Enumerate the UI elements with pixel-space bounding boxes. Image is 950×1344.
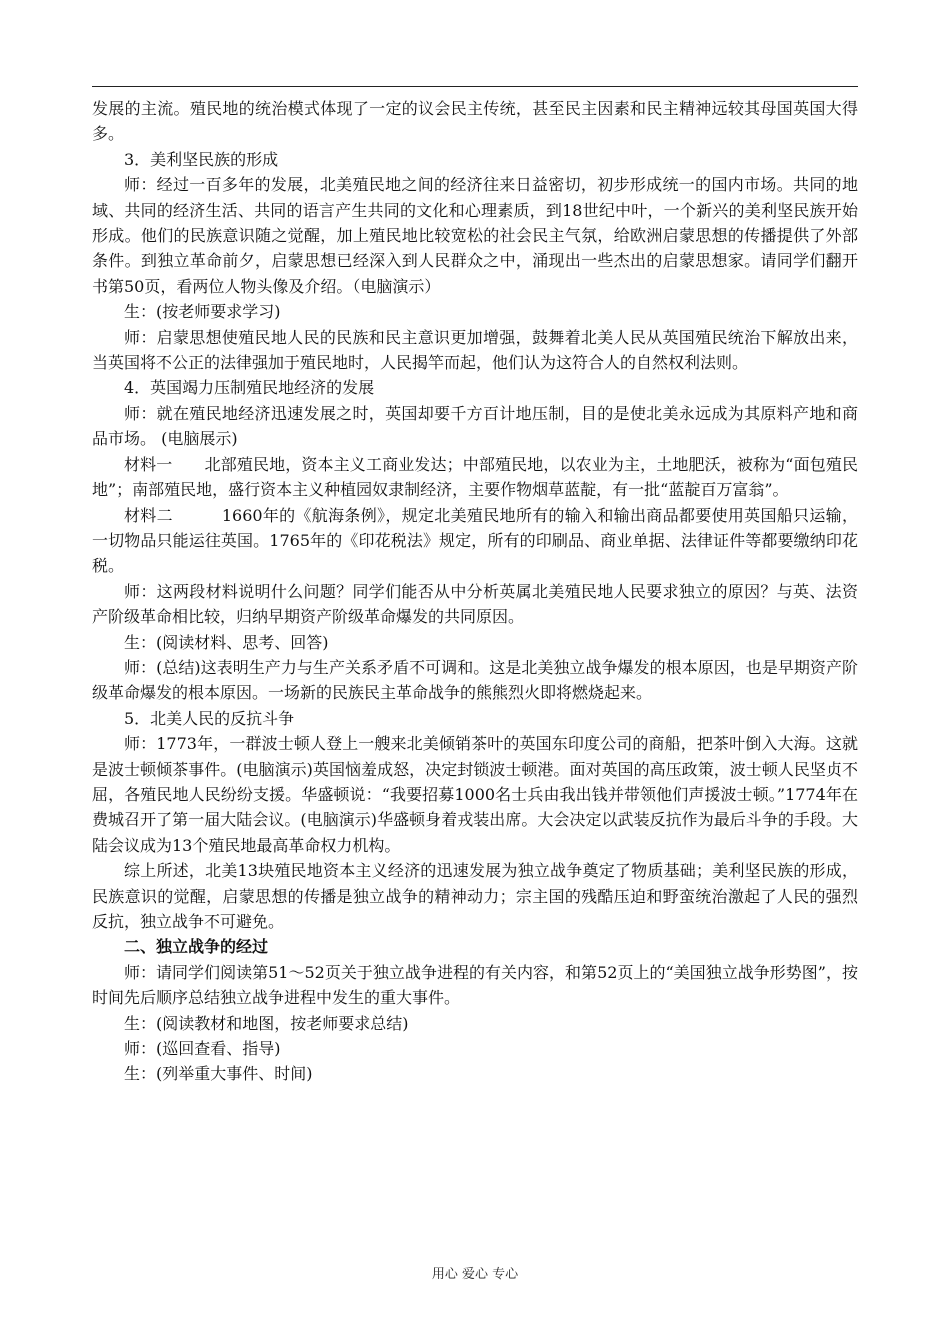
paragraph: 师：就在殖民地经济迅速发展之时，英国却要千方百计地压制，目的是使北美永远成为其原料产地和商品市场。 (电脑展示) (92, 403, 858, 449)
paragraph: 师：1773年，一群波士顿人登上一艘来北美倾销茶叶的英国东印度公司的商船，把茶叶倒入大海。这就是波士顿倾茶事件。(电脑演示)英国恼羞成怒，决定封锁波士顿港。面对英国的高压政策，波士顿人民坚贞不屈，各殖民地人民纷纷支援。华盛顿说：“我要招募1000名士兵由我出钱并带领他们声援波士顿。”1774年在费城召开了第一届大陆会议。(电脑演示)华盛顿身着戎装出席。大会决定以武装反抗作为最后斗争的手段。大陆会议成为13个殖民地最高革命权力机构。 (92, 734, 858, 855)
paragraph: 师：这两段材料说明什么问题？同学们能否从中分析英属北美殖民地人民要求独立的原因？与英、法资产阶级革命相比较，归纳早期资产阶级革命爆发的共同原因。 (92, 581, 858, 627)
paragraph: 师：经过一百多年的发展，北美殖民地之间的经济往来日益密切，初步形成统一的国内市场。共同的地域、共同的经济生活、共同的语言产生共同的文化和心理素质，到18世纪中叶，一个新兴的美利坚民族开始形成。他们的民族意识随之觉醒，加上殖民地比较宽松的社会民主气氛，给欧洲启蒙思想的传播提供了外部条件。到独立革命前夕，启蒙思想已经深入到人民群众之中，涌现出一些杰出的启蒙思想家。请同学们翻开书第50页，看两位人物头像及介绍。（电脑演示） (92, 175, 858, 296)
material-paragraph: 材料一 北部殖民地，资本主义工商业发达；中部殖民地，以农业为主，土地肥沃，被称为“面包殖民地”；南部殖民地，盛行资本主义种植园奴隶制经济，主要作物烟草蓝靛，有一批“蓝靛百万富翁”。 (92, 454, 858, 500)
section-heading: 3．美利坚民族的形成 (124, 149, 279, 169)
chapter-heading: 二、独立战争的经过 (124, 937, 269, 957)
paragraph: 师：启蒙思想使殖民地人民的民族和民主意识更加增强，鼓舞着北美人民从英国殖民统治下解放出来，当英国将不公正的法律强加于殖民地时，人民揭竿而起，他们认为这符合人的自然权利法则。 (92, 327, 858, 373)
paragraph: 生：(阅读材料、思考、回答) (124, 632, 329, 652)
section-heading: 5．北美人民的反抗斗争 (124, 708, 295, 728)
document-body (92, 96, 858, 1087)
paragraph: 师：(总结)这表明生产力与生产关系矛盾不可调和。这是北美独立战争爆发的根本原因，也是早期资产阶级革命爆发的根本原因。一场新的民族民主革命战争的熊熊烈火即将燃烧起来。 (92, 657, 858, 703)
paragraph: 生：(阅读教材和地图，按老师要求总结) (124, 1013, 409, 1033)
paragraph: 师：请同学们阅读第51～52页关于独立战争进程的有关内容，和第52页上的“美国独立战争形势图”，按时间先后顺序总结独立战争进程中发生的重大事件。 (92, 962, 858, 1008)
section-heading: 4．英国竭力压制殖民地经济的发展 (124, 378, 375, 398)
paragraph: 师：(巡回查看、指导) (124, 1039, 281, 1059)
paragraph: 发展的主流。殖民地的统治模式体现了一定的议会民主传统，甚至民主因素和民主精神远较其母国英国大得多。 (92, 99, 858, 144)
paragraph: 综上所述，北美13块殖民地资本主义经济的迅速发展为独立战争奠定了物质基础；美利坚民族的形成，民族意识的觉醒，启蒙思想的传播是独立战争的精神动力；宗主国的残酷压迫和野蛮统治激起了人民的强烈反抗，独立战争不可避免。 (92, 861, 858, 931)
material-paragraph: 材料二 1660年的《航海条例》，规定北美殖民地所有的输入和输出商品都要使用英国船只运输，一切物品只能运往英国。1765年的《印花税法》规定，所有的印刷品、商业单据、法律证件等都要缴纳印花税。 (92, 505, 858, 576)
paragraph: 生：(列举重大事件、时间) (124, 1064, 313, 1084)
paragraph: 生：(按老师要求学习) (124, 302, 281, 322)
header-rule (92, 86, 858, 87)
page-footer: 用心 爱心 专心 (431, 1267, 519, 1282)
